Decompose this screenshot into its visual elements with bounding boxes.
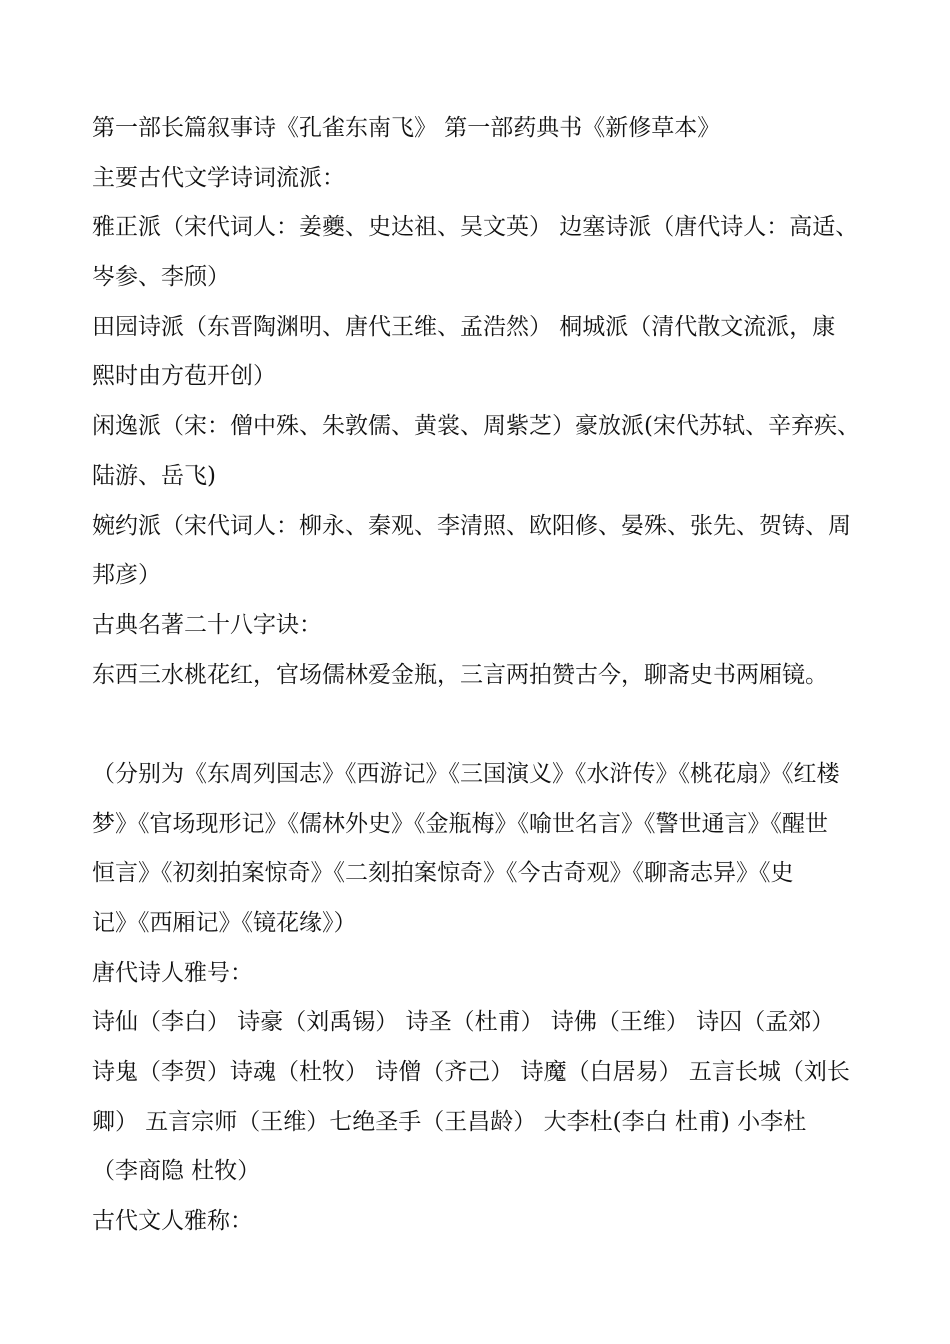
text-line: （分别为《东周列国志》《西游记》《三国演义》《水浒传》《桃花扇》《红楼 [92,760,840,787]
section-heading-schools: 主要古代文学诗词流派： [92,164,345,191]
text-line: 东西三水桃花红，官场儒林爱金瓶，三言两拍赞古今，聊斋史书两厢镜。 [92,661,828,688]
document-body [92,104,882,1247]
text-line: 第一部长篇叙事诗《孔雀东南飞》 第一部药典书《新修草本》 [92,115,721,141]
section-heading-tang-poets: 唐代诗人雅号： [92,959,253,986]
text-line: 记》《西厢记》《镜花缘》） [92,910,357,936]
text-line: 诗仙（李白） 诗豪（刘禹锡） 诗圣（杜甫） 诗佛（王维） 诗囚（孟郊） [92,1009,835,1036]
text-line: 梦》《官场现形记》《儒林外史》《金瓶梅》《喻世名言》《警世通言》《醒世 [92,810,828,837]
section-heading-classics: 古典名著二十八字诀： [92,611,322,638]
text-line: 雅正派（宋代词人：姜夔、史达祖、吴文英） 边塞诗派（唐代诗人：高适、 [92,214,859,241]
text-line: 陆游、岳飞) [92,462,216,489]
text-line: 恒言》《初刻拍案惊奇》《二刻拍案惊奇》《今古奇观》《聊斋志异》《史 [92,860,794,887]
text-line: （李商隐 杜牧） [92,1158,261,1185]
text-line: 岑参、李颀） [92,264,230,291]
blank-line [92,700,882,750]
text-line: 婉约派（宋代词人：柳永、秦观、李清照、欧阳修、晏殊、张先、贺铸、周 [92,512,851,539]
text-line: 卿） 五言宗师（王维）七绝圣手（王昌龄） 大李杜(李白 杜甫) 小李杜 [92,1108,807,1135]
text-line: 熙时由方苞开创） [92,363,276,390]
text-line: 田园诗派（东晋陶渊明、唐代王维、孟浩然） 桐城派（清代散文流派，康 [92,313,836,340]
text-line: 闲逸派（宋：僧中殊、朱敦儒、黄裳、周紫芝）豪放派(宋代苏轼、辛弃疾、 [92,413,860,440]
text-line: 邦彦） [92,562,161,589]
text-line: 诗鬼（李贺）诗魂（杜牧） 诗僧（齐己） 诗魔（白居易） 五言长城（刘长 [92,1059,850,1086]
section-heading-scholars: 古代文人雅称： [92,1208,253,1235]
